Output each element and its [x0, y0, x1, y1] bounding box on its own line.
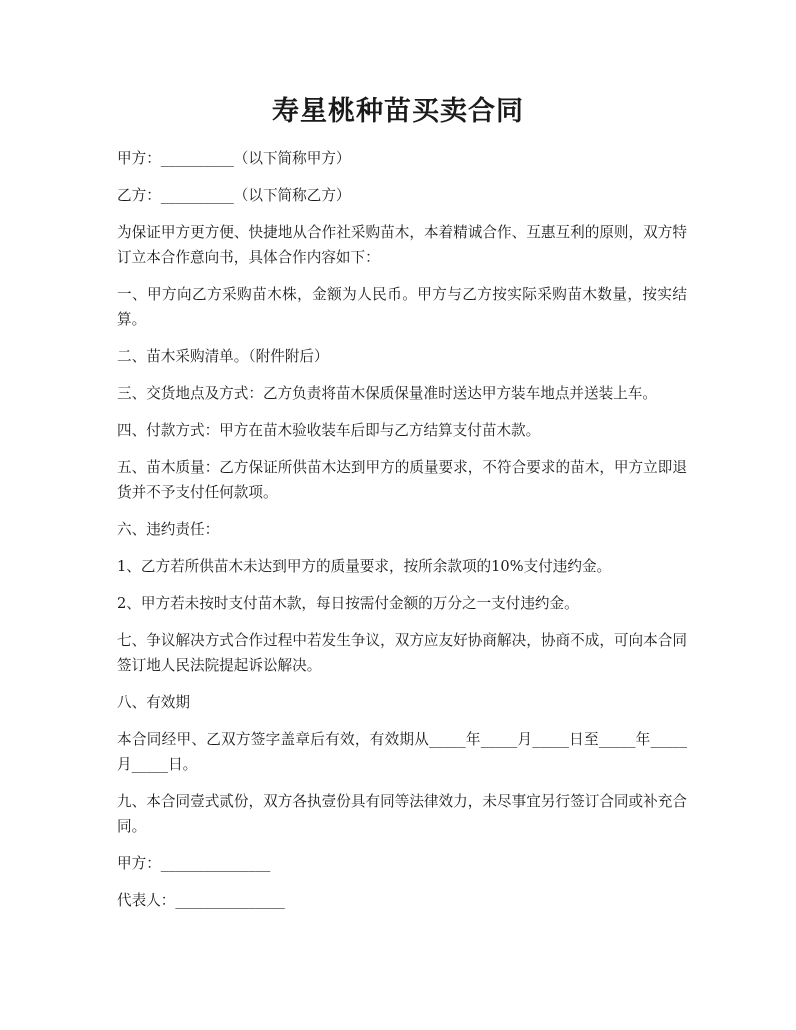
clause-6-item-2: 2、甲方若未按时支付苗木款，每日按需付金额的万分之一支付违约金。 — [117, 595, 579, 612]
party-b-line: 乙方：__________（以下简称乙方） — [117, 187, 351, 204]
party-a-line: 甲方：__________（以下简称甲方） — [117, 150, 351, 167]
clause-6-item-1: 1、乙方若所供苗木未达到甲方的质量要求，按所余款项的10%支付违约金。 — [117, 558, 612, 575]
clause-7-dispute: 七、争议解决方式合作过程中若发生争议，双方应友好协商解决，协商不成，可向本合同签订地人民法院提起诉讼解决。 — [117, 632, 687, 674]
clause-3-delivery: 三、交货地点及方式：乙方负责将苗木保质保量准时送达甲方装车地点并送装上车。 — [117, 385, 657, 402]
signature-representative: 代表人：_______________ — [117, 892, 285, 909]
preamble-paragraph: 为保证甲方更方便、快捷地从合作社采购苗木，本着精诚合作、互惠互利的原则，双方特订立本合作意向书，具体合作内容如下： — [117, 224, 687, 266]
clause-1-purchase: 一、甲方向乙方采购苗木株，金额为人民币。甲方与乙方按实际采购苗木数量，按实结算。 — [117, 286, 687, 328]
clause-6-liability-heading: 六、违约责任： — [117, 521, 220, 538]
contract-body — [117, 146, 687, 925]
clause-9-copies: 九、本合同壹式贰份，双方各执壹份具有同等法律效力，未尽事宜另行签订合同或补充合同。 — [117, 793, 687, 835]
clause-8-validity-text: 本合同经甲、乙双方签字盖章后有效，有效期从_____年_____月_____日至_____年_____月_____日。 — [117, 731, 687, 773]
clause-2-list: 二、苗木采购清单。（附件附后） — [117, 348, 329, 365]
clause-8-validity-heading: 八、有效期 — [117, 694, 190, 711]
clause-5-quality: 五、苗木质量：乙方保证所供苗木达到甲方的质量要求，不符合要求的苗木，甲方立即退货并不予支付任何款项。 — [117, 459, 687, 501]
page-title: 寿星桃种苗买卖合同 — [272, 96, 524, 127]
signature-party-a: 甲方：_______________ — [117, 855, 271, 872]
clause-4-payment: 四、付款方式：甲方在苗木验收装车后即与乙方结算支付苗木款。 — [117, 422, 541, 439]
